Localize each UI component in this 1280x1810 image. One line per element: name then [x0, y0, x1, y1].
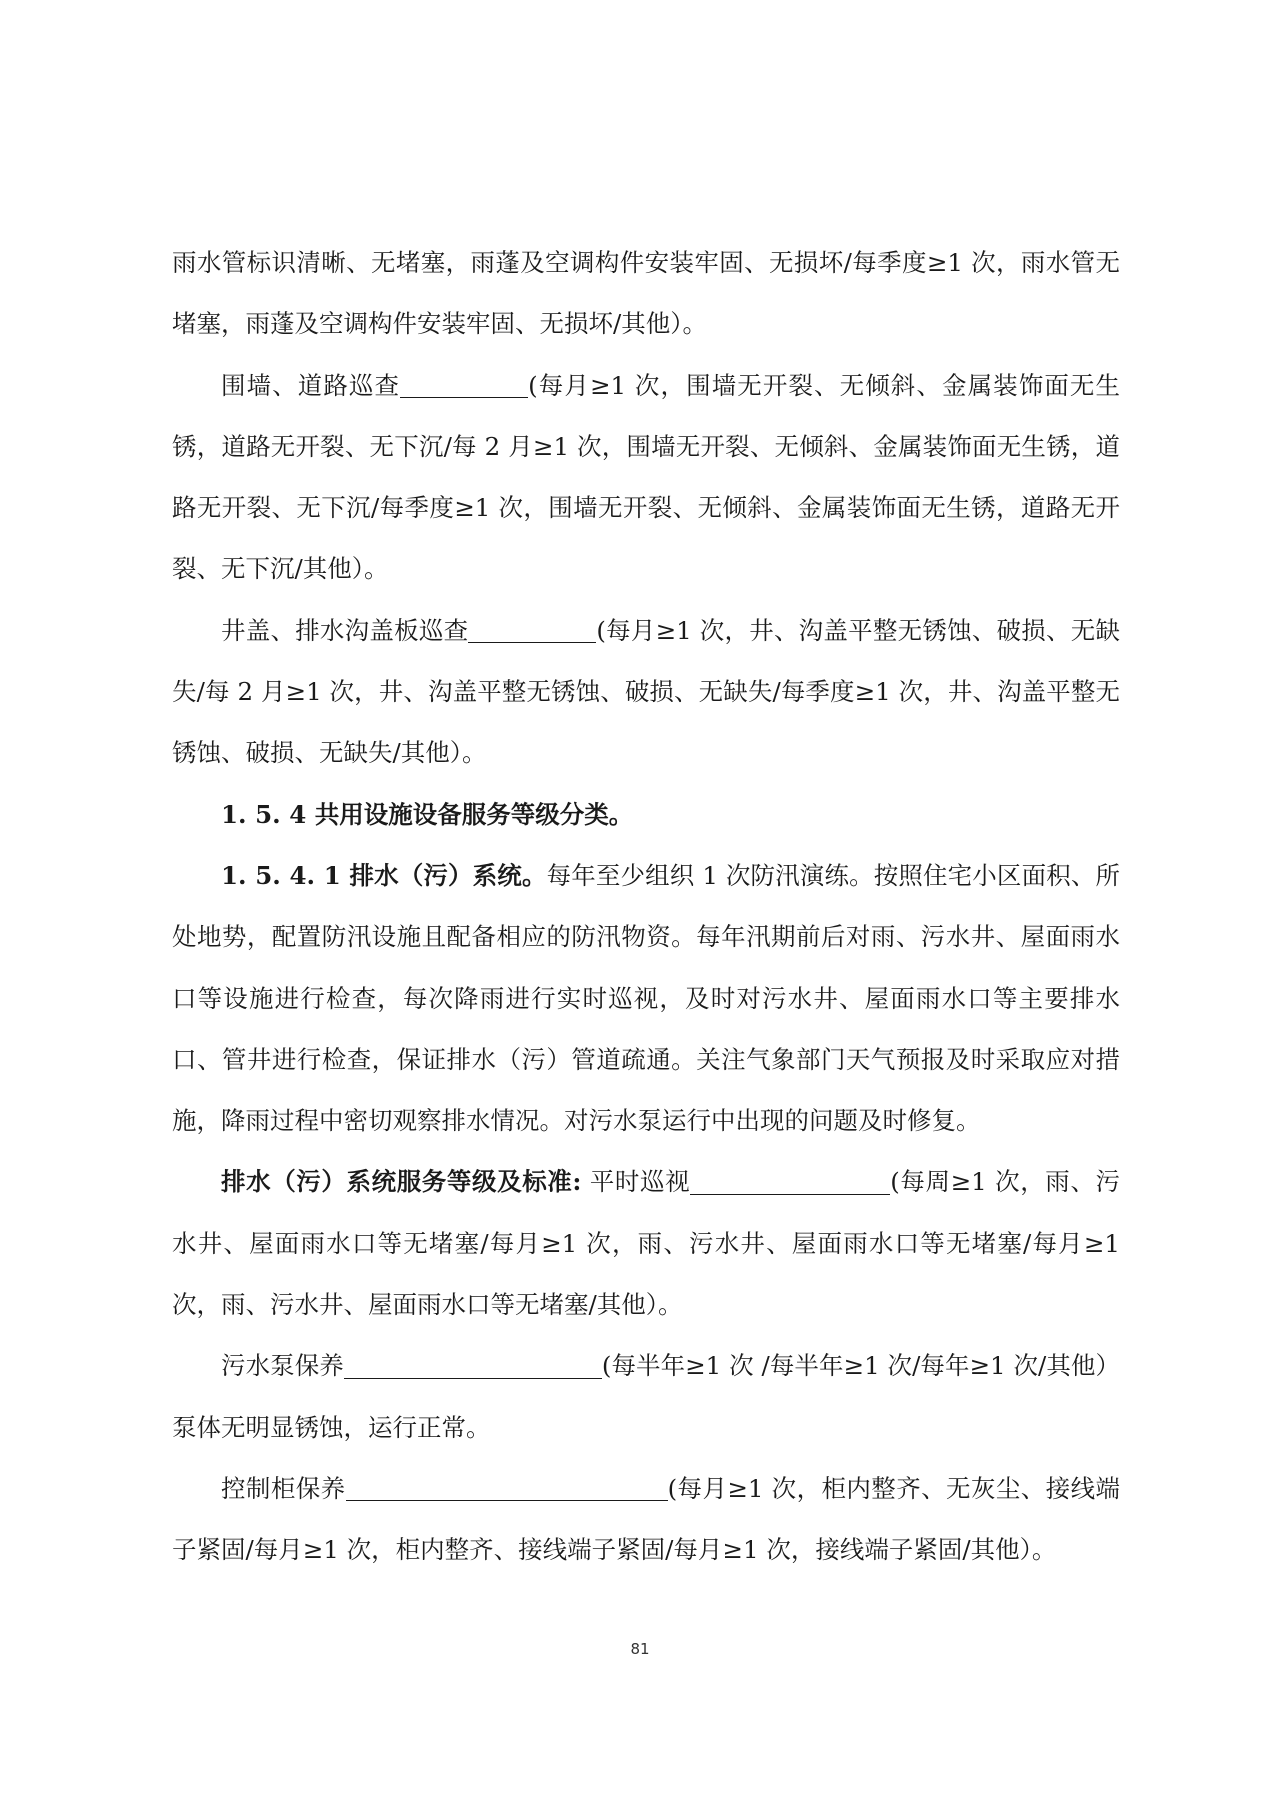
paragraph-text: (每月≥1 次，柜内整齐、无灰尘、接线端子紧固/每月≥1 次，柜内整齐、接线端子紧固/每月≥1 次，接线端子紧固/其他）。: [172, 1473, 1121, 1565]
paragraph-text: 每年至少组织 1 次防汛演练。按照住宅小区面积、所处地势，配置防汛设施且配备相应的防汛物资。每年汛期前后对雨、污水井、屋面雨水口等设施进行检查，每次降雨进行实时巡视，及时对污水井、屋面雨水口等主要排水口、管井进行检查，保证排水（污）管道疏通。关注气象部门天气预报及时采取应对措施，降雨过程中密切观察排水情况。对污水泵运行中出现的问题及时修复。: [172, 860, 1120, 1136]
paragraph-drainage-system: [172, 845, 1120, 1151]
fill-in-blank[interactable]: [346, 1475, 668, 1502]
fill-in-blank[interactable]: [468, 616, 596, 643]
section-heading: [172, 784, 1120, 845]
item-label: 井盖、排水沟盖板巡查: [221, 615, 469, 645]
fill-in-blank[interactable]: [400, 371, 528, 398]
subsection-heading: 1. 5. 4. 1 排水（污）系统。: [221, 860, 547, 890]
paragraph-text: (每月≥1 次，围墙无开裂、无倾斜、金属装饰面无生锈，道路无开裂、无下沉/每 2 月≥1 次，围墙无开裂、无倾斜、金属装饰面无生锈，道路无开裂、无下沉/每季度≥1 次，围墙无开裂、无倾斜、金属装饰面无生锈，道路无开裂、无下沉/其他）。: [172, 370, 1121, 584]
fill-in-blank[interactable]: [344, 1352, 602, 1379]
page-number: 81: [630, 1640, 650, 1658]
paragraph-text: 雨水管标识清晰、无堵塞，雨蓬及空调构件安装牢固、无损坏/每季度≥1 次，雨水管无堵塞，雨蓬及空调构件安装牢固、无损坏/其他）。: [172, 248, 1120, 339]
paragraph-text: (每月≥1 次，井、沟盖平整无锈蚀、破损、无缺失/每 2 月≥1 次，井、沟盖平整无锈蚀、破损、无缺失/每季度≥1 次，井、沟盖平整无锈蚀、破损、无缺失/其他）。: [172, 615, 1120, 768]
item-label: 污水泵保养: [221, 1351, 344, 1381]
paragraph-wall-road-inspection: [172, 355, 1120, 600]
fill-in-blank[interactable]: [690, 1168, 890, 1195]
item-label: 平时巡视: [581, 1167, 691, 1197]
paragraph-drainage-standard: [172, 1151, 1120, 1335]
heading-text: 1. 5. 4 共用设施设备服务等级分类。: [221, 799, 634, 829]
paragraph-control-cabinet: [172, 1458, 1120, 1581]
paragraph-text: (每周≥1 次，雨、污水井、屋面雨水口等无堵塞/每月≥1 次，雨、污水井、屋面雨水口等无堵塞/每月≥1 次，雨、污水井、屋面雨水口等无堵塞/其他）。: [172, 1167, 1120, 1320]
paragraph-sewage-pump: [172, 1335, 1120, 1458]
paragraph-manhole-inspection: [172, 600, 1120, 784]
standard-heading: 排水（污）系统服务等级及标准:: [221, 1167, 582, 1197]
item-label: 控制柜保养: [221, 1473, 346, 1503]
paragraph-text: (每半年≥1 次 /每半年≥1 次/每年≥1 次/其他）泵体无明显锈蚀，运行正常。: [172, 1351, 1120, 1442]
item-label: 围墙、道路巡查: [221, 370, 401, 400]
document-body: [172, 232, 1120, 1581]
paragraph-rain-pipe: [172, 232, 1120, 355]
